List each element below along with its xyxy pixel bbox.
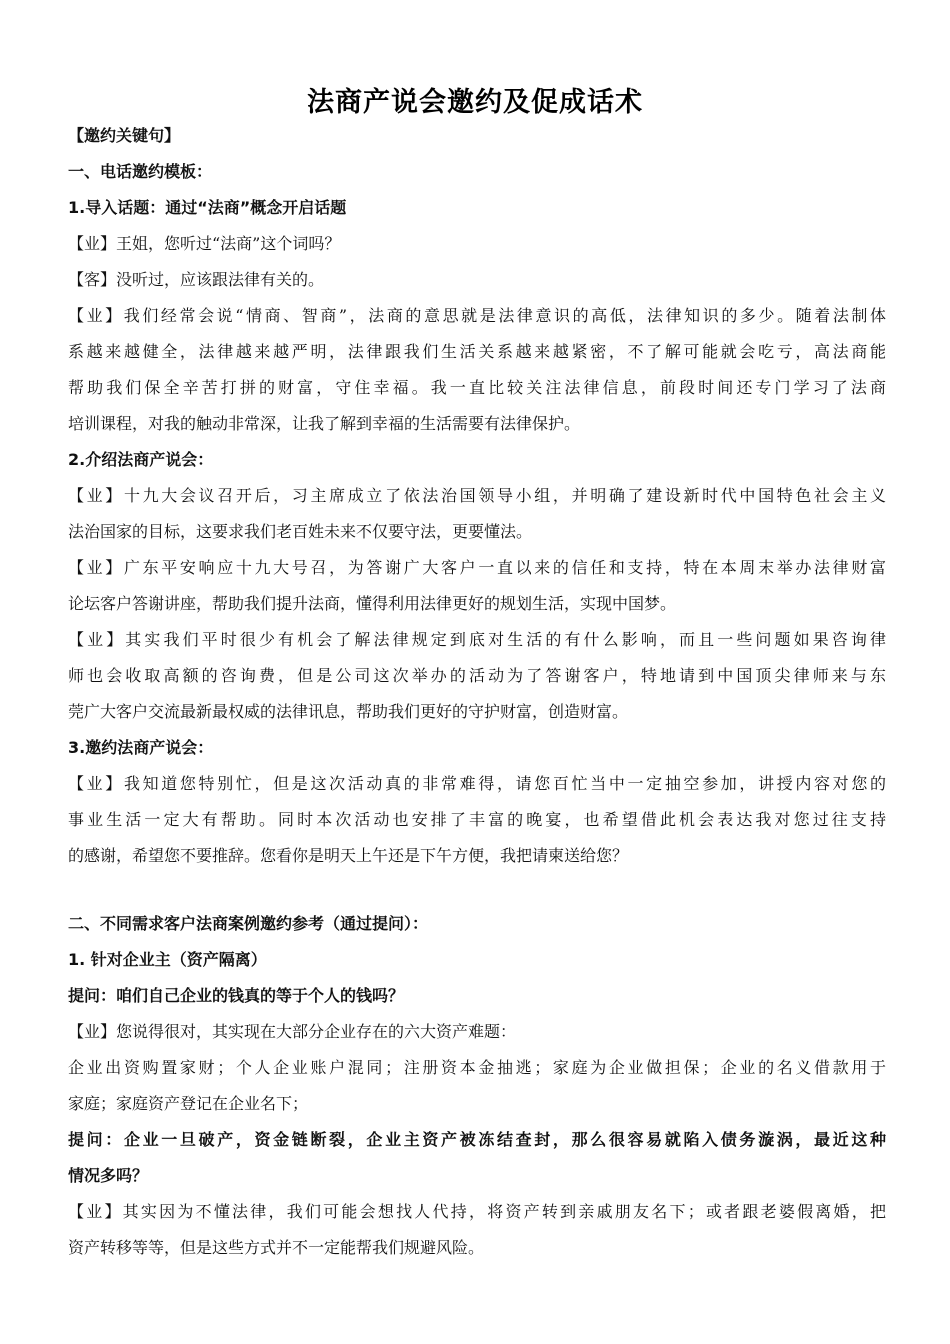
dialogue-line: 【客】没听过，应该跟法律有关的。 [68,270,325,289]
subheading-introduce-seminar: 2.介绍法商产说会： [68,450,214,469]
question-line: 情况多吗？ [68,1166,149,1185]
paragraph-line: 家庭；家庭资产登记在企业名下； [68,1094,309,1113]
paragraph-line: 培训课程，对我的触动非常深，让我了解到幸福的生活需要有法律保护。 [68,414,581,433]
question-line: 提问：咱们自己企业的钱真的等于个人的钱吗？ [68,986,405,1005]
paragraph-line: 【业】我知道您特别忙，但是这次活动真的非常难得，请您百忙当中一定抽空参加，讲授内容对您的 [68,774,886,793]
paragraph-line: 企业出资购置家财；个人企业账户混同；注册资本金抽逃；家庭为企业做担保；企业的名义借款用于 [68,1058,886,1077]
paragraph-line: 【业】我们经常会说“情商、智商”，法商的意思就是法律意识的高低，法律知识的多少。随着法制体 [68,306,886,325]
paragraph-line: 系越来越健全，法律越来越严明，法律跟我们生活关系越来越紧密，不了解可能就会吃亏，高法商能 [68,342,886,361]
paragraph-line: 事业生活一定大有帮助。同时本次活动也安排了丰富的晚宴，也希望借此机会表达我对您过往支持 [68,810,886,829]
subheading-invite-seminar: 3.邀约法商产说会： [68,738,214,757]
paragraph-line: 【业】广东平安响应十九大号召，为答谢广大客户一直以来的信任和支持，特在本周末举办法律财富 [68,558,886,577]
subheading-business-owner: 1. 针对企业主（资产隔离） [68,950,267,969]
section-label-invite-keywords: 【邀约关键句】 [68,126,181,145]
paragraph-line: 帮助我们保全辛苦打拼的财富，守住幸福。我一直比较关注法律信息，前段时间还专门学习了法商 [68,378,886,397]
document-title: 法商产说会邀约及促成话术 [307,87,643,118]
question-line: 提问：企业一旦破产，资金链断裂，企业主资产被冻结查封，那么很容易就陷入债务漩涡，最近这种 [68,1130,886,1149]
paragraph-line: 【业】其实因为不懂法律，我们可能会想找人代持，将资产转到亲戚朋友名下；或者跟老婆假离婚，把 [68,1202,886,1221]
dialogue-line: 【业】王姐，您听过“法商”这个词吗？ [68,234,341,253]
heading-customer-case-invites: 二、不同需求客户法商案例邀约参考（通过提问）： [68,914,429,933]
dialogue-line: 【业】您说得很对，其实现在大部分企业存在的六大资产难题： [68,1022,517,1041]
paragraph-line: 法治国家的目标，这要求我们老百姓未来不仅要守法，更要懂法。 [68,522,533,541]
paragraph-line: 论坛客户答谢讲座，帮助我们提升法商，懂得利用法律更好的规划生活，实现中国梦。 [68,594,677,613]
paragraph-line: 资产转移等等，但是这些方式并不一定能帮我们规避风险。 [68,1238,485,1257]
subheading-introduce-topic: 1.导入话题：通过“法商”概念开启话题 [68,198,347,217]
paragraph-line: 莞广大客户交流最新最权威的法律讯息，帮助我们更好的守护财富，创造财富。 [68,702,629,721]
paragraph-line: 的感谢，希望您不要推辞。您看你是明天上午还是下午方便，我把请柬送给您？ [68,846,629,865]
paragraph-line: 师也会收取高额的咨询费，但是公司这次举办的活动为了答谢客户，特地请到中国顶尖律师来与东 [68,666,886,685]
heading-phone-invite-template: 一、电话邀约模板： [68,162,213,181]
paragraph-line: 【业】其实我们平时很少有机会了解法律规定到底对生活的有什么影响，而且一些问题如果咨询律 [68,630,886,649]
paragraph-line: 【业】十九大会议召开后，习主席成立了依法治国领导小组，并明确了建设新时代中国特色社会主义 [68,486,886,505]
